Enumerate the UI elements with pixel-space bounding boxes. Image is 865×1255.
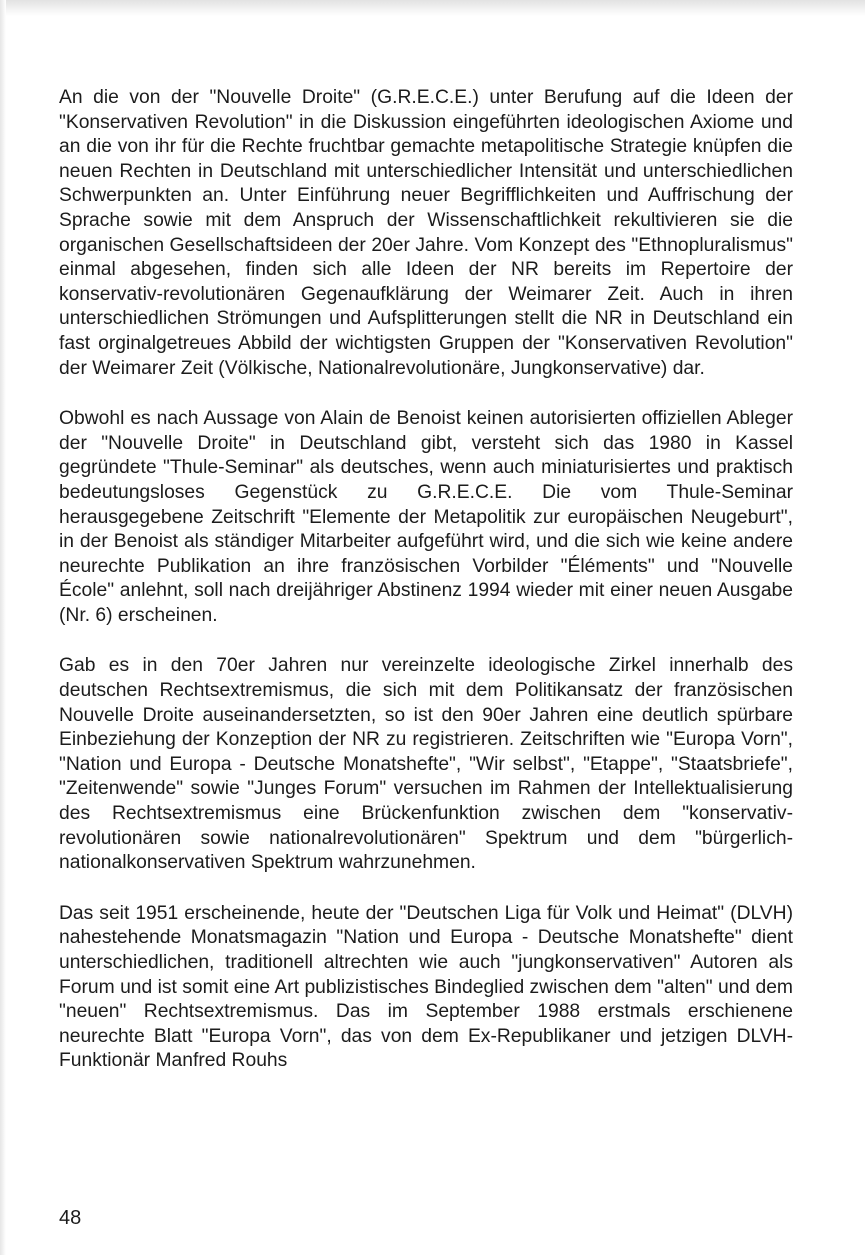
page-number: 48 (59, 1207, 82, 1229)
scan-shadow-top (0, 0, 865, 16)
paragraph-4: Das seit 1951 erscheinende, heute der "Deutschen Liga für Volk und Heimat" (DLVH) nahestehende Monatsmagazin "Nation und Europa - Deutsche Monatshefte" dient unterschiedlichen, traditionell altrechten wie auch "jungkonservativen" Autoren als Forum und ist somit eine Art publizistisches Bindeglied zwischen dem "alten" und dem "neuen" Rechtsextremismus. Das im September 1988 erstmals erschienene neurechte Blatt "Europa Vorn", das von dem Ex-Republikaner und jetzigen DLVH-Funktionär Manfred Rouhs (59, 902, 793, 1072)
page-body (59, 86, 793, 1100)
scan-shadow-left (0, 0, 6, 1255)
paragraph-1: An die von der "Nouvelle Droite" (G.R.E.C.E.) unter Berufung auf die Ideen der "Konservativen Revolution" in die Diskussion eingeführten ideologischen Axiome und an die von ihr für die Rechte fruchtbar gemachte metapolitische Strategie knüpfen die neuen Rechten in Deutschland mit unterschiedlicher Intensität und unterschiedlichen Schwerpunkten an. Unter Einführung neuer Begrifflichkeiten und Auffrischung der Sprache sowie mit dem Anspruch der Wissenschaftlichkeit rekultivieren sie die organischen Gesellschaftsideen der 20er Jahre. Vom Konzept des "Ethnopluralismus" einmal abgesehen, finden sich alle Ideen der NR bereits im Repertoire der konservativ-revolutionären Gegenaufklärung der Weimarer Zeit. Auch in ihren unterschiedlichen Strömungen und Aufsplitterungen stellt die NR in Deutschland ein fast orginalgetreues Abbild der wichtigsten Gruppen der "Konservativen Revolution" der Weimarer Zeit (Völkische, Nationalrevolutionäre, Jungkonservative) dar. (59, 87, 793, 379)
paragraph-2: Obwohl es nach Aussage von Alain de Benoist keinen autorisierten offiziellen Ableger der "Nouvelle Droite" in Deutschland gibt, versteht sich das 1980 in Kassel gegründete "Thule-Seminar" als deutsches, wenn auch miniaturisiertes und praktisch bedeutungsloses Gegenstück zu G.R.E.C.E. Die vom Thule-Seminar herausgegebene Zeitschrift "Elemente der Metapolitik zur europäischen Neugeburt", in der Benoist als ständiger Mitarbeiter aufgeführt wird, und die sich wie keine andere neurechte Publikation an ihre französischen Vorbilder "Éléments" und "Nouvelle École" anlehnt, soll nach dreijähriger Abstinenz 1994 wieder mit einer neuen Ausgabe (Nr. 6) erscheinen. (59, 408, 793, 626)
paragraph-3: Gab es in den 70er Jahren nur vereinzelte ideologische Zirkel innerhalb des deutschen Rechtsextremismus, die sich mit dem Politikansatz der französischen Nouvelle Droite auseinandersetzten, so ist den 90er Jahren eine deutlich spürbare Einbeziehung der Konzeption der NR zu registrieren. Zeitschriften wie "Europa Vorn", "Nation und Europa - Deutsche Monatshefte", "Wir selbst", "Etappe", "Staatsbriefe", "Zeitenwende" sowie "Junges Forum" versuchen im Rahmen der Intellektualisierung des Rechtsextremismus eine Brückenfunktion zwischen dem "konservativ-revolutionären sowie nationalrevolutionären" Spektrum und dem "bürgerlich-nationalkonservativen Spektrum wahrzunehmen. (59, 655, 793, 874)
